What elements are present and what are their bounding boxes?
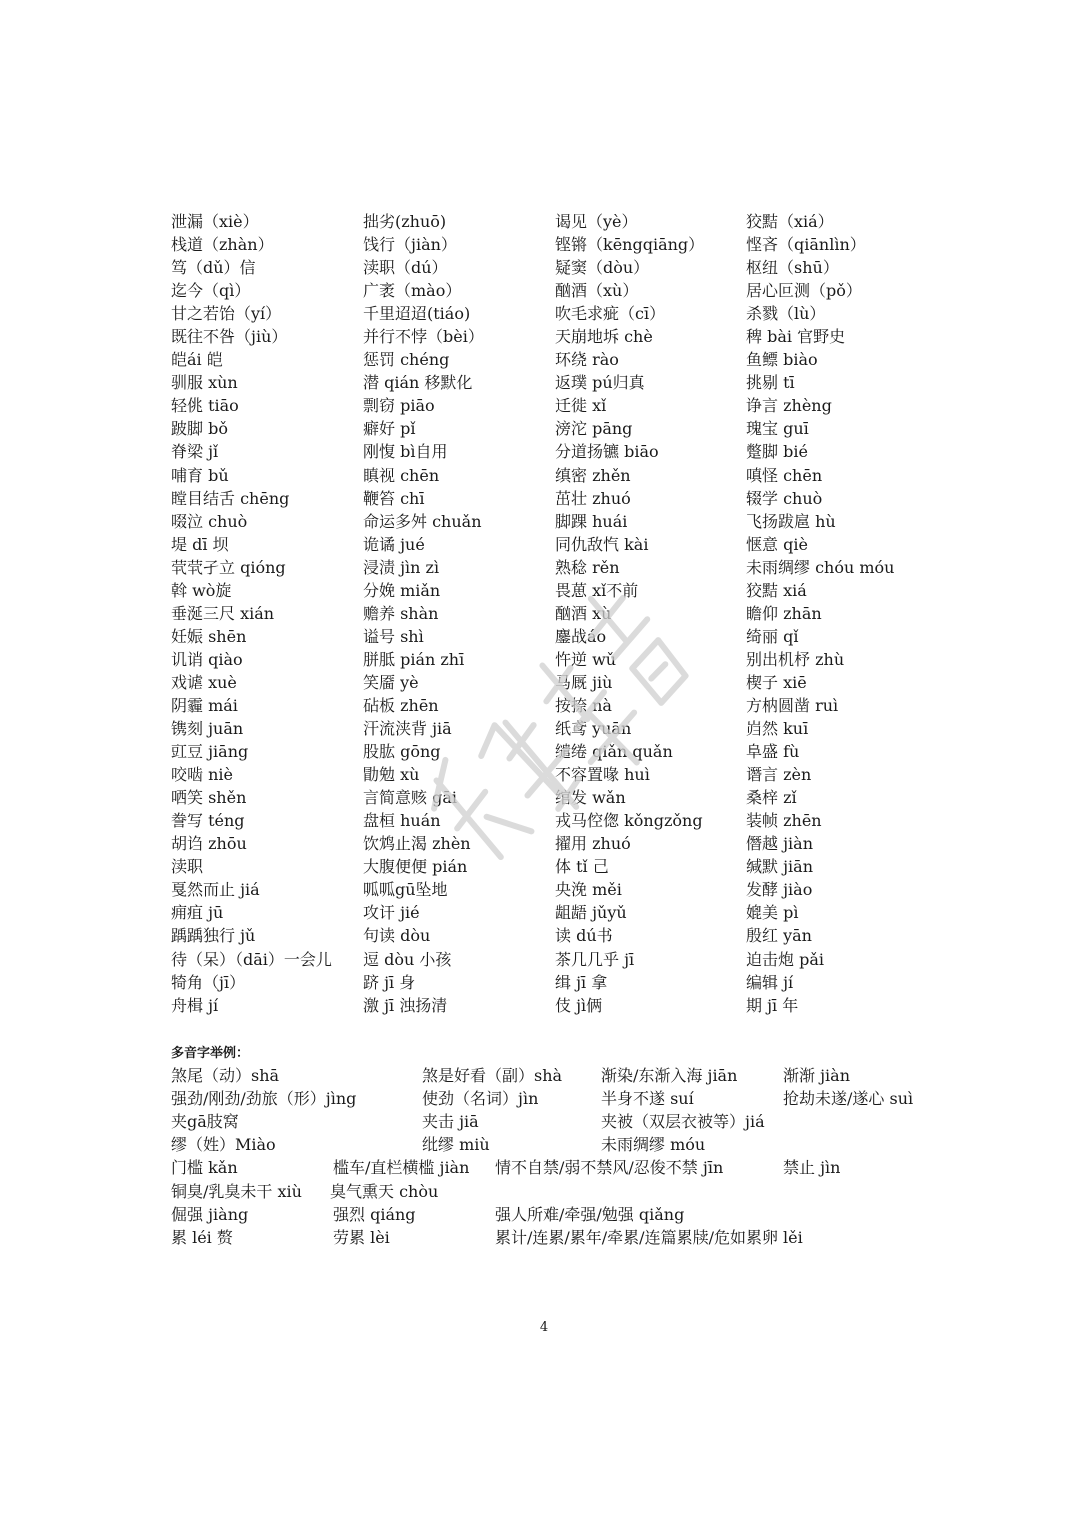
vocab-entry: 疑窦（dòu）	[555, 258, 650, 278]
vocab-entry: 装帧 zhēn	[746, 811, 822, 831]
polyphonic-entry: 倔强 jiàng	[171, 1204, 249, 1224]
vocab-entry: 广袤（mào）	[363, 281, 462, 301]
vocab-entry: 缉 jī 拿	[555, 972, 608, 992]
vocab-entry: 桑梓 zǐ	[746, 788, 797, 808]
vocab-entry: 谥号 shì	[363, 626, 424, 646]
vocab-entry: 戎马倥偬 kǒngzǒng	[555, 811, 703, 831]
vocab-entry: 癖好 pǐ	[363, 419, 416, 439]
polyphonic-entry: 缪（姓）Miào	[171, 1135, 276, 1155]
polyphonic-entry: 门槛 kǎn	[171, 1158, 238, 1178]
vocab-entry: 戏谑 xuè	[171, 672, 237, 692]
vocab-entry: 未雨绸缪 chóu móu	[746, 557, 895, 577]
polyphonic-row	[171, 1180, 951, 1203]
polyphonic-entry: 强烈 qiáng	[333, 1204, 416, 1224]
polyphonic-row	[171, 1110, 951, 1133]
vocab-entry: 戛然而止 jiá	[171, 880, 260, 900]
vocab-entry: 编辑 jí	[746, 972, 794, 992]
vocab-entry: 犄角（jī）	[171, 972, 246, 992]
vocab-entry: 挑剔 tī	[746, 373, 795, 393]
vocab-entry: 拙劣(zhuō)	[363, 212, 447, 231]
vocab-entry: 砧板 zhēn	[363, 695, 439, 715]
vocab-entry: 狡黠 xiá	[746, 580, 807, 600]
vocab-entry: 读 dú书	[555, 926, 613, 946]
vocab-entry: 驯服 xùn	[171, 373, 238, 393]
page-number: 4	[539, 1320, 549, 1335]
vocab-entry: 千里迢迢(tiáo)	[363, 304, 471, 324]
vocab-entry: 讥诮 qiào	[171, 649, 243, 669]
vocab-entry: 忤逆 wǔ	[555, 649, 617, 669]
vocab-entry: 命运多舛 chuǎn	[363, 511, 482, 531]
vocab-entry: 擢用 zhuó	[555, 834, 631, 854]
vocab-entry: 哺育 bǔ	[171, 465, 229, 485]
vocab-entry: 大腹便便 pián	[363, 857, 468, 877]
vocab-entry: 痈疽 jū	[171, 903, 224, 923]
vocab-entry: 期 jī 年	[746, 995, 799, 1015]
polyphonic-row	[171, 1226, 951, 1249]
vocab-entry: 勖勉 xù	[363, 765, 420, 785]
vocab-entry: 笑靥 yè	[363, 672, 419, 692]
polyphonic-entry: 强劲/刚劲/劲旅（形）jìng	[171, 1089, 357, 1109]
polyphonic-entry: 强人所难/牵强/勉强 qiǎng	[495, 1204, 685, 1224]
vocab-entry: 缄默 jiān	[746, 857, 814, 877]
vocab-entry: 并行不悖（bèi）	[363, 327, 484, 347]
vocab-entry: 吹毛求疵（cī）	[555, 304, 666, 324]
vocab-entry: 胡诌 zhōu	[171, 834, 247, 854]
vocab-entry: 瞻仰 zhān	[746, 603, 822, 623]
vocab-entry: 饮鸩止渴 zhèn	[363, 834, 471, 854]
vocab-entry: 铿锵（kēngqiāng）	[555, 235, 705, 255]
vocab-entry: 环绕 rào	[555, 350, 619, 370]
vocab-entry: 赡养 shàn	[363, 603, 439, 623]
polyphonic-entry: 禁止 jìn	[783, 1158, 841, 1178]
vocab-entry: 皑ái 皑	[171, 350, 223, 370]
vocab-entry: 熟稔 rěn	[555, 557, 620, 577]
polyphonic-entry: 煞尾（动）shā	[171, 1066, 280, 1085]
vocab-entry: 言简意赅 gāi	[363, 788, 457, 808]
polyphonic-row	[171, 1203, 951, 1226]
vocab-entry: 轻佻 tiāo	[171, 396, 239, 416]
vocab-entry: 杀戮（lù）	[746, 304, 826, 324]
vocab-entry: 哂笑 shěn	[171, 788, 247, 808]
vocab-entry: 惬意 qiè	[746, 534, 808, 554]
vocab-entry: 枢纽（shū）	[746, 258, 839, 278]
vocab-entry: 汗流浃背 jiā	[363, 719, 452, 739]
vocab-entry: 饯行（jiàn）	[363, 235, 457, 255]
vocab-entry: 镌刻 juān	[171, 719, 244, 739]
vocab-entry: 茁壮 zhuó	[555, 488, 631, 508]
polyphonic-section-title: 多音字举例：	[171, 1046, 250, 1061]
vocab-entry: 谮言 zèn	[746, 765, 812, 785]
vocab-entry: 缱绻 qiǎn quǎn	[555, 742, 673, 762]
vocab-entry: 按捺 nà	[555, 695, 612, 715]
vocab-entry: 迫击炮 pǎi	[746, 949, 824, 969]
vocab-entry: 踽踽独行 jǔ	[171, 926, 256, 946]
vocab-entry: 分娩 miǎn	[363, 580, 441, 600]
vocab-entry: 逗 dòu 小孩	[363, 949, 452, 969]
vocab-entry: 泄漏（xiè）	[171, 212, 259, 231]
vocab-entry: 岿然 kuī	[746, 719, 809, 739]
vocab-entry: 潜 qián 移默化	[363, 373, 473, 393]
vocab-entry: 悭吝（qiānlìn）	[746, 235, 866, 255]
vocab-entry: 舟楫 jí	[171, 995, 219, 1015]
vocab-entry: 咬啮 niè	[171, 765, 233, 785]
polyphonic-entry: 使劲（名词）jìn	[422, 1089, 539, 1109]
vocab-entry: 酗酒 xù	[555, 603, 612, 623]
vocab-entry: 央浼 měi	[555, 880, 622, 900]
vocab-entry: 辍学 chuò	[746, 488, 823, 508]
polyphonic-entry: 累 léi 赘	[171, 1227, 233, 1247]
vocab-entry: 堤 dī 坝	[171, 534, 229, 554]
vocab-entry: 不容置喙 huì	[555, 765, 650, 785]
polyphonic-row	[171, 1156, 951, 1179]
polyphonic-row	[171, 1064, 951, 1087]
vocab-entry: 誊写 téng	[171, 811, 245, 831]
polyphonic-entry: 夹击 jiā	[422, 1112, 479, 1132]
polyphonic-entry: 纰缪 miù	[422, 1135, 490, 1155]
polyphonic-entry: 渐渐 jiàn	[783, 1066, 851, 1085]
vocab-entry: 脊梁 jǐ	[171, 442, 219, 462]
polyphonic-entry: 煞是好看（副）shà	[422, 1066, 563, 1085]
vocab-entry: 脚踝 huái	[555, 511, 628, 531]
vocab-entry: 畏葸 xǐ不前	[555, 580, 639, 600]
vocab-entry: 栈道（zhàn）	[171, 235, 274, 255]
vocab-entry: 楔子 xiē	[746, 672, 807, 692]
vocab-entry: 伎 jì俩	[555, 995, 603, 1015]
vocab-entry: 斡 wò旋	[171, 580, 232, 600]
vocab-entry: 渎职	[171, 857, 204, 877]
vocab-entry: 瞋视 chēn	[363, 465, 440, 485]
polyphonic-entry: 情不自禁/弱不禁风/忍俊不禁 jīn	[495, 1158, 724, 1178]
vocab-entry: 蹩脚 bié	[746, 442, 808, 462]
vocab-entry: 天崩地坼 chè	[555, 327, 653, 347]
vocab-entry: 殷红 yān	[746, 926, 812, 946]
vocab-entry: 方枘圆凿 ruì	[746, 695, 839, 715]
vocab-entry: 狡黠（xiá）	[746, 212, 834, 231]
vocab-entry: 嗔怪 chēn	[746, 465, 823, 485]
vocab-entry: 鏖战áo	[555, 626, 607, 646]
vocab-entry: 攻讦 jié	[363, 903, 420, 923]
vocab-entry: 绾发 wǎn	[555, 788, 626, 808]
vocab-entry: 句读 dòu	[363, 926, 431, 946]
vocab-entry: 同仇敌忾 kài	[555, 534, 649, 554]
vocab-entry: 返璞 pú归真	[555, 373, 645, 393]
polyphonic-entry: 臭气熏天 chòu	[330, 1181, 439, 1201]
vocabulary-grid	[171, 210, 946, 1017]
vocab-entry: 跛脚 bǒ	[171, 419, 228, 439]
vocab-entry: 盘桓 huán	[363, 811, 441, 831]
vocab-entry: 酗酒（xù）	[555, 281, 639, 301]
vocab-entry: 诡谲 jué	[363, 534, 425, 554]
vocab-entry: 刚愎 bì自用	[363, 442, 448, 462]
polyphonic-entry: 槛车/直栏横槛 jiàn	[333, 1158, 470, 1178]
polyphonic-entry: 夹被（双层衣被等）jiá	[601, 1112, 765, 1132]
vocab-entry: 豇豆 jiāng	[171, 742, 249, 762]
polyphonic-entry: 累计/连累/累年/牵累/连篇累牍/危如累卵 lěi	[495, 1227, 803, 1247]
vocab-entry: 胼胝 pián zhī	[363, 649, 465, 669]
polyphonic-entry: 劳累 lèi	[333, 1227, 390, 1247]
polyphonic-entry: 铜臭/乳臭未干 xiù	[171, 1181, 302, 1201]
vocab-entry: 呱呱gū坠地	[363, 880, 448, 900]
polyphonic-row	[171, 1133, 951, 1156]
vocab-entry: 诤言 zhèng	[746, 396, 832, 416]
polyphonic-entry: 半身不遂 suí	[601, 1089, 694, 1109]
vocab-entry: 迄今（qì）	[171, 281, 251, 301]
polyphonic-row	[171, 1087, 951, 1110]
polyphonic-entry: 抢劫未遂/遂心 suì	[783, 1089, 914, 1109]
vocab-entry: 阜盛 fù	[746, 742, 800, 762]
polyphonic-entry: 未雨绸缪 móu	[601, 1135, 706, 1155]
vocab-entry: 谒见（yè）	[555, 212, 638, 231]
polyphonic-entry: 渐染/东渐入海 jiān	[601, 1066, 738, 1085]
vocab-entry: 垂涎三尺 xián	[171, 603, 275, 623]
vocab-entry: 纸鸢 yuān	[555, 719, 632, 739]
vocab-entry: 发酵 jiào	[746, 880, 813, 900]
vocab-entry: 滂沱 pāng	[555, 419, 633, 439]
vocab-entry: 马厩 jiù	[555, 672, 613, 692]
vocab-entry: 迁徙 xǐ	[555, 396, 607, 416]
vocab-entry: 稗 bài 官野史	[746, 327, 846, 347]
vocab-entry: 既往不咎（jiù）	[171, 327, 288, 347]
vocab-entry: 居心叵测（pǒ）	[746, 281, 862, 301]
vocab-entry: 体 tǐ 己	[555, 857, 609, 877]
vocab-entry: 分道扬镳 biāo	[555, 442, 659, 462]
vocab-entry: 媲美 pì	[746, 903, 799, 923]
vocab-entry: 妊娠 shēn	[171, 626, 247, 646]
vocab-entry: 浸渍 jìn zì	[363, 557, 440, 577]
vocab-entry: 缜密 zhěn	[555, 465, 631, 485]
vocab-entry: 龃龉 jǔyǔ	[555, 903, 627, 923]
vocab-entry: 僭越 jiàn	[746, 834, 814, 854]
vocab-entry: 别出机杼 zhù	[746, 649, 845, 669]
vocab-entry: 瞠目结舌 chēng	[171, 488, 290, 508]
vocab-entry: 甘之若饴（yí）	[171, 304, 282, 324]
vocab-entry: 鱼鳔 biào	[746, 350, 818, 370]
vocab-entry: 激 jī 浊扬清	[363, 995, 448, 1015]
vocab-entry: 啜泣 chuò	[171, 511, 248, 531]
vocab-entry: 渎职（dú）	[363, 258, 448, 278]
vocab-entry: 股肱 gōng	[363, 742, 441, 762]
vocab-entry: 笃（dǔ）信	[171, 258, 256, 278]
polyphonic-entry: 夹gā肢窝	[171, 1112, 239, 1132]
vocab-entry: 瑰宝 guī	[746, 419, 809, 439]
vocab-entry: 惩罚 chéng	[363, 350, 450, 370]
vocab-entry: 剽窃 piāo	[363, 396, 435, 416]
vocab-entry: 鞭笞 chī	[363, 488, 425, 508]
vocab-entry: 飞扬跋扈 hù	[746, 511, 836, 531]
vocab-entry: 茕茕孑立 qióng	[171, 557, 286, 577]
vocab-entry: 跻 jī 身	[363, 972, 416, 992]
vocab-entry: 绮丽 qǐ	[746, 626, 799, 646]
vocab-entry: 茶几几乎 jī	[555, 949, 635, 969]
vocab-entry: 阴霾 mái	[171, 695, 238, 715]
vocab-entry: 待（呆）（dāi）一会儿	[171, 949, 332, 969]
